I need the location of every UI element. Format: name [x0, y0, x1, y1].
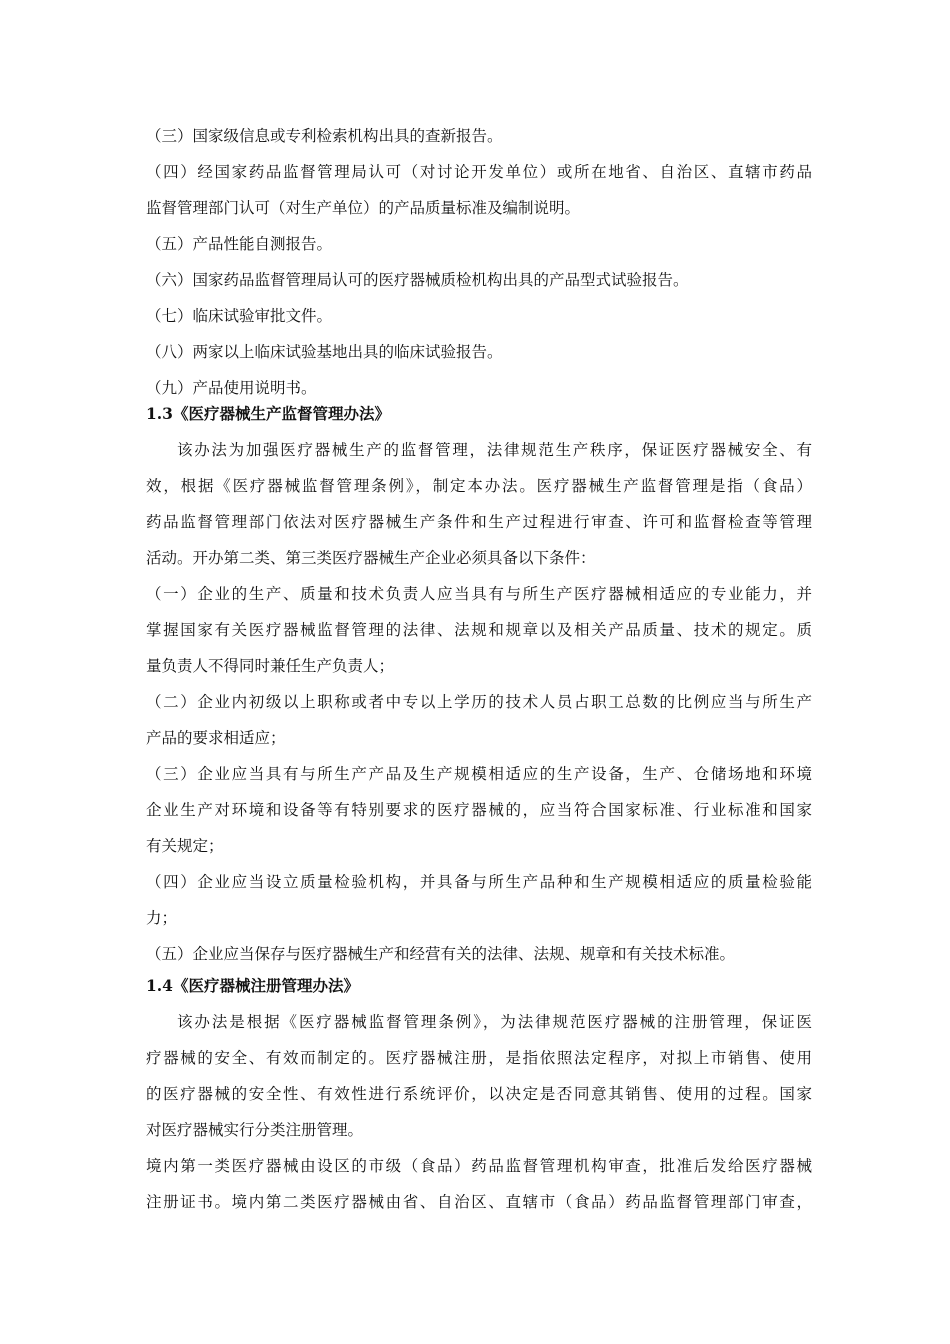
- condition-2-line-1: （二）企业内初级以上职称或者中专以上学历的技术人员占职工总数的比例应当与所生产: [146, 693, 812, 711]
- list-item-4-line-1: （四）经国家药品监督管理局认可（对讨论开发单位）或所在地省、自治区、直辖市药品: [146, 163, 812, 181]
- condition-1-line-2: 掌握国家有关医疗器械监督管理的法律、法规和规章以及相关产品质量、技术的规定。质: [146, 621, 812, 639]
- list-item-7: （七）临床试验审批文件。: [146, 307, 333, 325]
- condition-3-line-1: （三）企业应当具有与所生产产品及生产规模相适应的生产设备，生产、仓储场地和环境: [146, 765, 812, 783]
- paragraph-line: 药品监督管理部门依法对医疗器械生产条件和生产过程进行审查、许可和监督检查等管理: [146, 513, 812, 531]
- condition-5: （五）企业应当保存与医疗器械生产和经营有关的法律、法规、规章和有关技术标准。: [146, 945, 736, 963]
- condition-1-line-3: 量负责人不得同时兼任生产负责人；: [146, 657, 395, 675]
- paragraph-line: 该办法是根据《医疗器械监督管理条例》，为法律规范医疗器械的注册管理，保证医: [177, 1013, 812, 1031]
- section-heading-1-4: 1.4《医疗器械注册管理办法》: [146, 976, 359, 995]
- paragraph-line: 的医疗器械的安全性、有效性进行系统评价，以决定是否同意其销售、使用的过程。国家: [146, 1085, 812, 1103]
- paragraph-line: 对医疗器械实行分类注册管理。: [146, 1121, 364, 1139]
- list-item-5: （五）产品性能自测报告。: [146, 235, 333, 253]
- condition-1-line-1: （一）企业的生产、质量和技术负责人应当具有与所生产医疗器械相适应的专业能力，并: [146, 585, 812, 603]
- paragraph-line: 该办法为加强医疗器械生产的监督管理，法律规范生产秩序，保证医疗器械安全、有: [177, 441, 812, 459]
- section-heading-1-3: 1.3《医疗器械生产监督管理办法》: [146, 404, 390, 423]
- paragraph-line: 活动。开办第二类、第三类医疗器械生产企业必须具备以下条件：: [146, 549, 596, 567]
- list-item-6: （六）国家药品监督管理局认可的医疗器械质检机构出具的产品型式试验报告。: [146, 271, 689, 289]
- condition-3-line-2: 企业生产对环境和设备等有特别要求的医疗器械的，应当符合国家标准、行业标准和国家: [146, 801, 812, 819]
- condition-4-line-2: 力；: [146, 909, 178, 927]
- condition-2-line-2: 产品的要求相适应；: [146, 729, 286, 747]
- condition-3-line-3: 有关规定；: [146, 837, 224, 855]
- list-item-8: （八）两家以上临床试验基地出具的临床试验报告。: [146, 343, 503, 361]
- paragraph-line: 疗器械的安全、有效而制定的。医疗器械注册，是指依照法定程序，对拟上市销售、使用: [146, 1049, 812, 1067]
- condition-4-line-1: （四）企业应当设立质量检验机构，并具备与所生产品种和生产规模相适应的质量检验能: [146, 873, 812, 891]
- paragraph-line: 境内第一类医疗器械由设区的市级（食品）药品监督管理机构审查，批准后发给医疗器械: [146, 1157, 812, 1175]
- paragraph-line: 效，根据《医疗器械监督管理条例》，制定本办法。医疗器械生产监督管理是指（食品）: [146, 477, 812, 495]
- list-item-4-line-2: 监督管理部门认可（对生产单位）的产品质量标准及编制说明。: [146, 199, 581, 217]
- paragraph-line: 注册证书。境内第二类医疗器械由省、自治区、直辖市（食品）药品监督管理部门审查，: [146, 1193, 812, 1211]
- list-item-3: （三）国家级信息或专利检索机构出具的查新报告。: [146, 127, 503, 145]
- list-item-9: （九）产品使用说明书。: [146, 379, 317, 397]
